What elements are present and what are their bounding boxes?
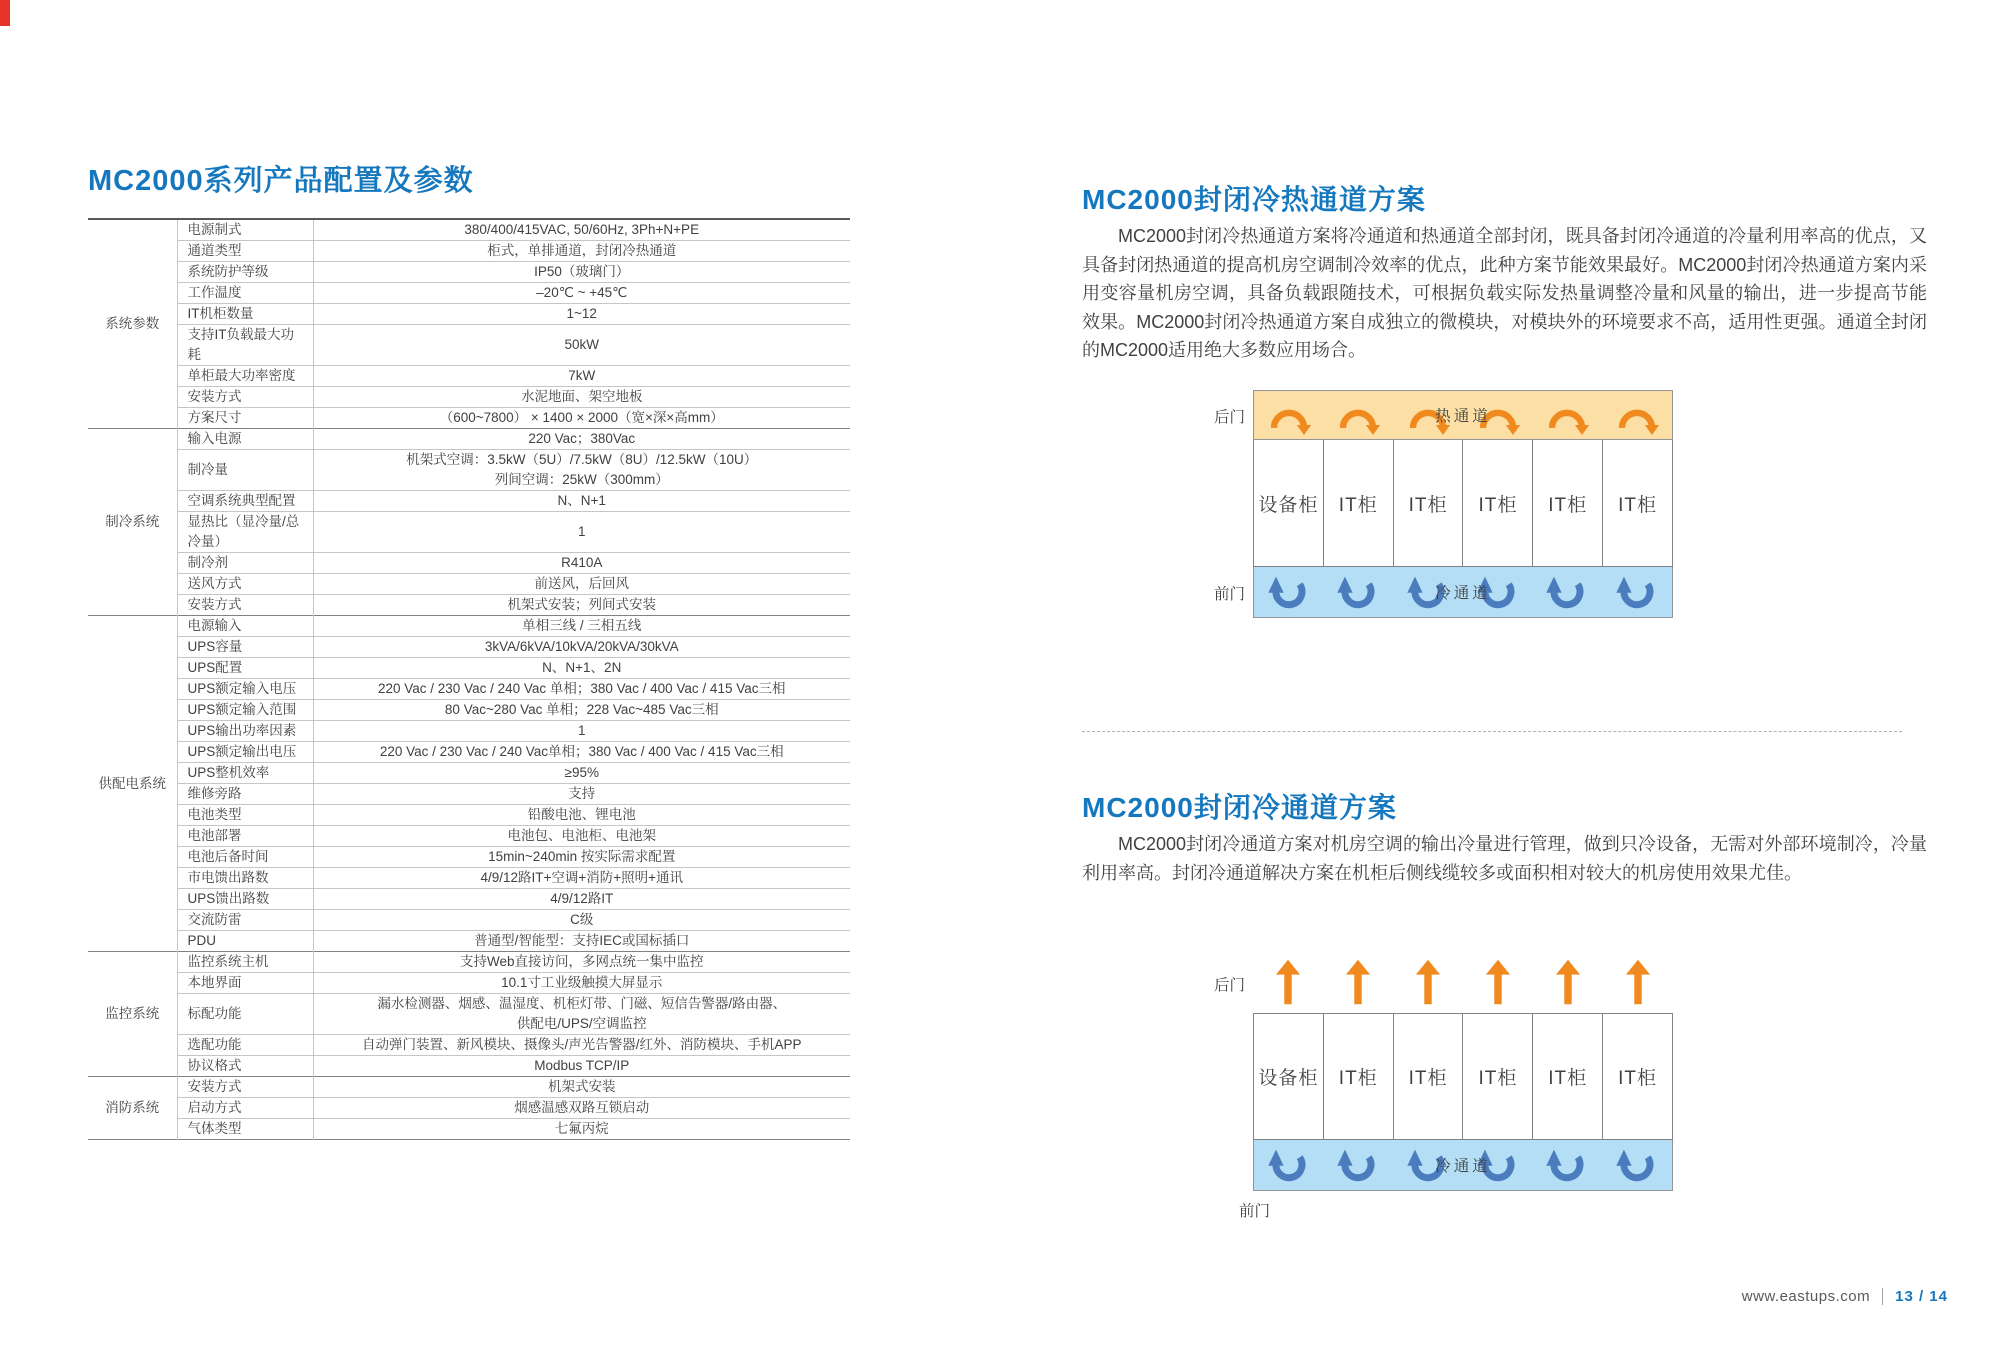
page-footer: [1742, 1288, 1948, 1305]
spec-label: UPS整机效率: [177, 763, 313, 784]
spec-label: PDU: [177, 931, 313, 952]
spec-label: 通道类型: [177, 241, 313, 262]
table-group-label: 制冷系统: [88, 429, 177, 616]
spec-value: 7kW: [313, 366, 850, 387]
table-row: [88, 219, 850, 241]
hot-air-arrow-icon: [1335, 395, 1381, 435]
hot-air-arrow-icon: [1266, 395, 1312, 435]
spec-value: N、N+1、2N: [313, 658, 850, 679]
spec-label: 协议格式: [177, 1056, 313, 1077]
table-row: [88, 595, 850, 616]
spec-value: 220 Vac / 230 Vac / 240 Vac单相；380 Vac / 400 Vac / 415 Vac三相: [313, 742, 850, 763]
front-door-label: 前门: [1239, 1203, 1271, 1220]
table-row: [88, 283, 850, 304]
hot-cold-aisle-diagram: [1213, 390, 1673, 618]
table-row: [88, 868, 850, 889]
exhaust-arrow-row: [1253, 955, 1673, 1013]
spec-value: Modbus TCP/IP: [313, 1056, 850, 1077]
table-row: [88, 574, 850, 595]
spec-label: 电池类型: [177, 805, 313, 826]
spec-label: 维修旁路: [177, 784, 313, 805]
cold-aisle-band: [1253, 567, 1673, 618]
table-row: [88, 847, 850, 868]
table-group-label: 系统参数: [88, 219, 177, 429]
spec-value: 机架式安装: [313, 1077, 850, 1098]
table-row: [88, 512, 850, 553]
table-row: [88, 763, 850, 784]
spec-label: 电池部署: [177, 826, 313, 847]
spec-value: 50kW: [313, 325, 850, 366]
page-title: MC2000系列产品配置及参数: [88, 165, 474, 197]
table-row: [88, 325, 850, 366]
table-row: [88, 952, 850, 973]
rear-door-label: 后门: [1213, 409, 1245, 426]
table-row: [88, 679, 850, 700]
spec-value: C级: [313, 910, 850, 931]
up-arrow-icon: [1345, 959, 1371, 1005]
spec-value: 10.1寸工业级触摸大屏显示: [313, 973, 850, 994]
spec-value: 七氟丙烷: [313, 1119, 850, 1140]
spec-value: 普通型/智能型：支持IEC或国标插口: [313, 931, 850, 952]
hot-aisle-label: 热通道: [1435, 408, 1491, 425]
spec-label: 本地界面: [177, 973, 313, 994]
spec-value: ≥95%: [313, 763, 850, 784]
cold-air-arrow-icon: [1614, 1145, 1660, 1185]
cold-air-arrow-icon: [1335, 1145, 1381, 1185]
spec-label: 启动方式: [177, 1098, 313, 1119]
table-row: [88, 784, 850, 805]
cabinet: IT柜: [1323, 1014, 1393, 1139]
spec-value: 机架式空调：3.5kW（5U）/7.5kW（8U）/12.5kW（10U） 列间空调：25kW（300mm）: [313, 450, 850, 491]
table-row: [88, 241, 850, 262]
cabinet: 设备柜: [1258, 1068, 1319, 1089]
rear-door-label: 后门: [1213, 977, 1245, 994]
section-divider: [1082, 731, 1902, 732]
table-row: [88, 805, 850, 826]
spec-label: IT机柜数量: [177, 304, 313, 325]
spec-value: （600~7800） × 1400 × 2000（宽×深×高mm）: [313, 408, 850, 429]
table-row: [88, 553, 850, 574]
table-row: [88, 450, 850, 491]
spec-label: 支持IT负载最大功耗: [177, 325, 313, 366]
spec-label: 单柜最大功率密度: [177, 366, 313, 387]
spec-label: 方案尺寸: [177, 408, 313, 429]
spec-value: 烟感温感双路互锁启动: [313, 1098, 850, 1119]
spec-label: UPS馈出路数: [177, 889, 313, 910]
spec-value: 220 Vac；380Vac: [313, 429, 850, 450]
spec-value: 铅酸电池、锂电池: [313, 805, 850, 826]
cold-air-arrow-icon: [1544, 1145, 1590, 1185]
section2-heading: MC2000封闭冷通道方案: [1082, 792, 1397, 823]
up-arrow-icon: [1625, 959, 1651, 1005]
table-row: [88, 826, 850, 847]
spec-label: 选配功能: [177, 1035, 313, 1056]
table-row: [88, 408, 850, 429]
spec-value: 漏水检测器、烟感、温湿度、机柜灯带、门磁、短信告警器/路由器、 供配电/UPS/空调监控: [313, 994, 850, 1035]
spec-value: 水泥地面、架空地板: [313, 387, 850, 408]
up-arrow-icon: [1485, 959, 1511, 1005]
cabinet: IT柜: [1462, 1014, 1532, 1139]
spec-label: 安装方式: [177, 1077, 313, 1098]
spec-label: 交流防雷: [177, 910, 313, 931]
cold-air-arrow-icon: [1614, 572, 1660, 612]
spec-value: 前送风，后回风: [313, 574, 850, 595]
spec-value: 单相三线 / 三相五线: [313, 616, 850, 637]
spec-label: 电源输入: [177, 616, 313, 637]
table-row: [88, 931, 850, 952]
table-row: [88, 742, 850, 763]
spec-value: 4/9/12路IT+空调+消防+照明+通讯: [313, 868, 850, 889]
spec-label: 安装方式: [177, 595, 313, 616]
table-row: [88, 491, 850, 512]
spec-label: UPS配置: [177, 658, 313, 679]
cabinet: IT柜: [1462, 440, 1532, 566]
cold-aisle-band: [1253, 1140, 1673, 1191]
spec-label: 制冷量: [177, 450, 313, 491]
table-row: [88, 721, 850, 742]
spec-value: 自动弹门装置、新风模块、摄像头/声光告警器/红外、消防模块、手机APP: [313, 1035, 850, 1056]
cabinet-row: [1253, 1013, 1673, 1140]
table-row: [88, 304, 850, 325]
spec-label: 安装方式: [177, 387, 313, 408]
table-group-label: 监控系统: [88, 952, 177, 1077]
table-group-label: 消防系统: [88, 1077, 177, 1140]
cabinet: 设备柜: [1258, 494, 1319, 516]
hot-air-arrow-icon: [1614, 395, 1660, 435]
table-group-label: 供配电系统: [88, 616, 177, 952]
cabinet: IT柜: [1532, 1014, 1602, 1139]
spec-value: N、N+1: [313, 491, 850, 512]
spec-value: 80 Vac~280 Vac 单相；228 Vac~485 Vac三相: [313, 700, 850, 721]
spec-label: 电池后备时间: [177, 847, 313, 868]
spec-value: R410A: [313, 553, 850, 574]
spec-label: UPS额定输入电压: [177, 679, 313, 700]
spec-label: 输入电源: [177, 429, 313, 450]
hot-aisle-band: [1253, 390, 1673, 440]
up-arrow-icon: [1415, 959, 1441, 1005]
cabinet: IT柜: [1323, 440, 1393, 566]
table-row: [88, 1035, 850, 1056]
spec-label: UPS额定输出电压: [177, 742, 313, 763]
spec-label: 气体类型: [177, 1119, 313, 1140]
spec-value: 15min~240min 按实际需求配置: [313, 847, 850, 868]
cold-aisle-diagram: [1213, 955, 1673, 1220]
cold-aisle-label: 冷通道: [1435, 585, 1491, 602]
spec-value: 支持: [313, 784, 850, 805]
table-row: [88, 616, 850, 637]
cold-air-arrow-icon: [1266, 572, 1312, 612]
spec-label: 空调系统典型配置: [177, 491, 313, 512]
table-row: [88, 700, 850, 721]
spec-value: IP50（玻璃门）: [313, 262, 850, 283]
section2-paragraph: MC2000封闭冷通道方案对机房空调的输出冷量进行管理，做到只冷设备，无需对外部环境制冷，冷量利用率高。封闭冷通道解决方案在机柜后侧线缆较多或面积相对较大的机房使用效果尤佳。: [1082, 834, 1927, 883]
spec-value: 1: [313, 512, 850, 553]
spec-value: 1~12: [313, 304, 850, 325]
spec-value: 1: [313, 721, 850, 742]
table-row: [88, 910, 850, 931]
table-row: [88, 973, 850, 994]
footer-website: www.eastups.com: [1741, 1288, 1871, 1305]
hot-air-arrow-icon: [1544, 395, 1590, 435]
spec-label: UPS容量: [177, 637, 313, 658]
spec-value: 电池包、电池柜、电池架: [313, 826, 850, 847]
spec-label: 监控系统主机: [177, 952, 313, 973]
cold-air-arrow-icon: [1544, 572, 1590, 612]
up-arrow-icon: [1555, 959, 1581, 1005]
section1-paragraph: MC2000封闭冷热通道方案将冷通道和热通道全部封闭，既具备封闭冷通道的冷量利用率高的优点，又具备封闭热通道的提高机房空调制冷效率的优点，此种方案节能效果最好。MC2000封闭冷热通道方案内采用变容量机房空调，具备负载跟随技术，可根据负载实际发热量调整冷量和风量的输出，进一步提高节能效果。MC2000封闭冷热通道方案自成独立的微模块，对模块外的环境要求不高，适用性更强。通道全封闭的MC2000适用绝大多数应用场合。: [1082, 226, 1927, 360]
spec-label: UPS额定输入范围: [177, 700, 313, 721]
cabinet: IT柜: [1602, 1014, 1672, 1139]
cold-aisle-label: 冷通道: [1435, 1158, 1491, 1175]
table-row: [88, 366, 850, 387]
cabinet: IT柜: [1393, 440, 1463, 566]
spec-label: 工作温度: [177, 283, 313, 304]
spec-value: 380/400/415VAC, 50/60Hz, 3Ph+N+PE: [313, 219, 850, 241]
cold-air-arrow-icon: [1266, 1145, 1312, 1185]
table-row: [88, 1056, 850, 1077]
table-row: [88, 637, 850, 658]
spec-value: 机架式安装；列间式安装: [313, 595, 850, 616]
spec-value: 4/9/12路IT: [313, 889, 850, 910]
cold-air-arrow-icon: [1335, 572, 1381, 612]
spec-value: 柜式，单排通道，封闭冷热通道: [313, 241, 850, 262]
cabinet: IT柜: [1532, 440, 1602, 566]
footer-page-number: 13 / 14: [1895, 1288, 1948, 1305]
spec-label: UPS输出功率因素: [177, 721, 313, 742]
footer-separator: [1882, 1288, 1883, 1305]
table-row: [88, 1119, 850, 1140]
spec-table: [88, 218, 850, 1140]
table-row: [88, 387, 850, 408]
table-row: [88, 429, 850, 450]
cabinet-row: [1253, 440, 1673, 567]
spec-value: 3kVA/6kVA/10kVA/20kVA/30kVA: [313, 637, 850, 658]
table-row: [88, 262, 850, 283]
up-arrow-icon: [1275, 959, 1301, 1005]
table-row: [88, 889, 850, 910]
spec-label: 系统防护等级: [177, 262, 313, 283]
cabinet: IT柜: [1393, 1014, 1463, 1139]
spec-label: 标配功能: [177, 994, 313, 1035]
spec-value: 220 Vac / 230 Vac / 240 Vac 单相；380 Vac / 400 Vac / 415 Vac三相: [313, 679, 850, 700]
spec-label: 市电馈出路数: [177, 868, 313, 889]
front-door-label: 前门: [1213, 586, 1245, 603]
spec-label: 制冷剂: [177, 553, 313, 574]
spec-label: 电源制式: [177, 219, 313, 241]
page-corner-mark: [0, 0, 10, 26]
section1-heading: MC2000封闭冷热通道方案: [1082, 184, 1426, 215]
cabinet: IT柜: [1602, 440, 1672, 566]
spec-value: 支持Web直接访问，多网点统一集中监控: [313, 952, 850, 973]
spec-label: 送风方式: [177, 574, 313, 595]
table-row: [88, 658, 850, 679]
spec-label: 显热比（显冷量/总冷量）: [177, 512, 313, 553]
table-row: [88, 994, 850, 1035]
spec-value: –20℃ ~ +45℃: [313, 283, 850, 304]
table-row: [88, 1077, 850, 1098]
table-row: [88, 1098, 850, 1119]
